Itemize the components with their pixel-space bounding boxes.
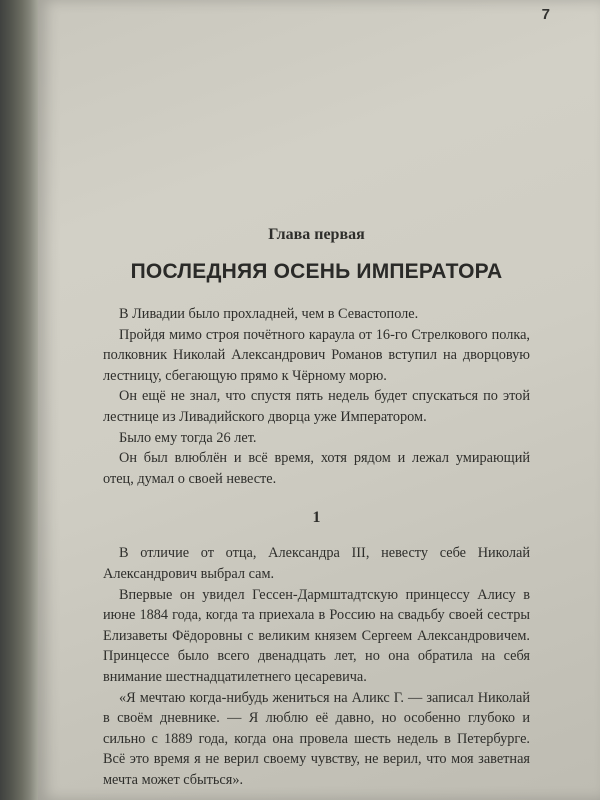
paragraph: В отличие от отца, Александра III, невесту себе Николай Александрович выбрал сам. bbox=[103, 545, 530, 582]
chapter-title: ПОСЛЕДНЯЯ ОСЕНЬ ИМПЕРАТОРА bbox=[130, 260, 503, 283]
paragraph: Пройдя мимо строя почётного караула от 16-го Стрелкового полка, полковник Николай Александрович Романов вступил на дворцовую лестницу, сбегающую прямо к Чёрному морю. bbox=[103, 326, 530, 384]
section-number: 1 bbox=[312, 509, 321, 527]
chapter-label: Глава первая bbox=[268, 226, 365, 243]
paragraph: Он ещё не знал, что спустя пять недель будет спускаться по этой лестнице из Ливадийского дворца уже Императором. bbox=[103, 388, 530, 425]
paragraph: В Ливадии было прохладней, чем в Севастополе. bbox=[119, 306, 419, 322]
paragraph: «Я мечтаю когда-нибудь жениться на Аликс Г. — записал Николай в своём дневнике. — Я люблю её давно, но особенно глубоко и сильно с 1889 года, когда она провела шесть недель в Петербурге. Всё это время я не верил своему чувству, не верил, что моя заветная мечта может сбыться». bbox=[103, 689, 530, 788]
paragraph: Он был влюблён и всё время, хотя рядом и лежал умирающий отец, думал о своей невесте. bbox=[103, 450, 530, 487]
page-number: 7 bbox=[541, 6, 550, 23]
paragraph: Было ему тогда 26 лет. bbox=[119, 429, 257, 446]
intro-section bbox=[103, 304, 530, 489]
page-text bbox=[103, 222, 530, 790]
paragraph: Впервые он увидел Гессен-Дармштадтскую принцессу Алису в июне 1884 года, когда та приехала в Россию на свадьбу своей сестры Елизаветы Фёдоровны с великим князем Сергеем Александровичем. Принцессе было всего двенадцать лет, но она обратила на себя внимание шестнадцатилетнего цесаревича. bbox=[103, 586, 530, 685]
section-body bbox=[103, 543, 530, 790]
book-page bbox=[38, 0, 600, 800]
